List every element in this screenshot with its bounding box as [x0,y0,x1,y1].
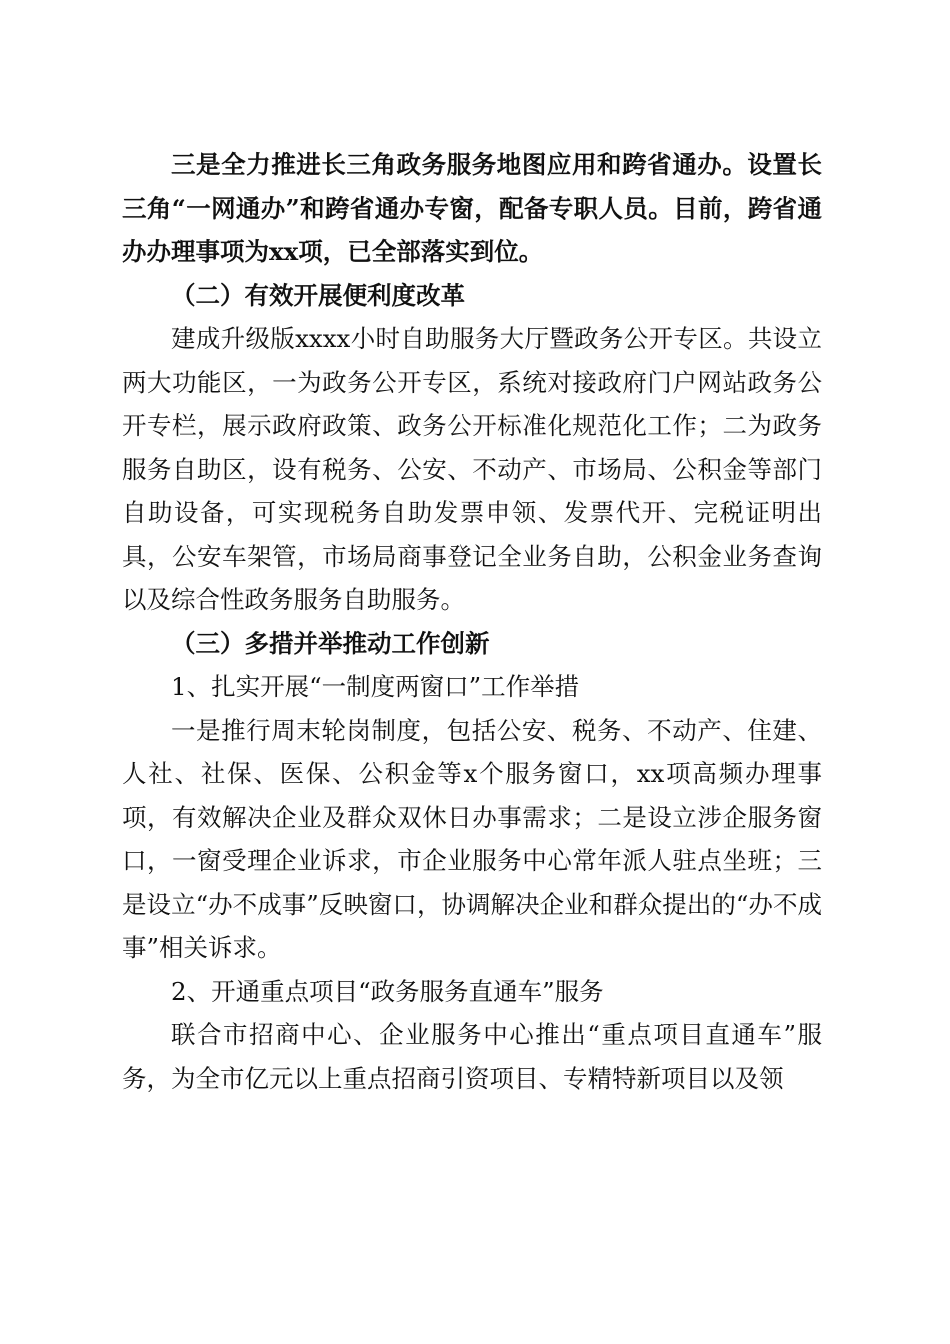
section-heading-3: （三）多措并举推动工作创新 [171,628,490,658]
paragraph-cross-province: 三是全力推进长三角政务服务地图应用和跨省通办。设置长三角“一网通办”和跨省通办专窗，配备专职人员。目前，跨省通办办理事项为xx项，已全部落实到位。 [122,150,822,266]
paragraph-self-service-hall: 建成升级版xxxx小时自助服务大厅暨政务公开专区。共设立两大功能区，一为政务公开专区，系统对接政府门户网站政务公开专栏，展示政府政策、政务公开标准化规范化工作；二为政务服务自助区，设有税务、公安、不动产、市场局、公积金等部门自助设备，可实现税务自助发票申领、发票代开、完税证明出具，公安车架管，市场局商事登记全业务自助，公积金业务查询以及综合性政务服务自助服务。 [122,324,822,614]
subheading-1: 1、扎实开展“一制度两窗口”工作举措 [171,672,580,701]
paragraph-key-projects: 联合市招商中心、企业服务中心推出“重点项目直通车”服务，为全市亿元以上重点招商引资项目、专精特新项目以及领 [122,1020,822,1093]
document-body [122,143,822,1100]
paragraph-weekend-rotation: 一是推行周末轮岗制度，包括公安、税务、不动产、住建、人社、社保、医保、公积金等x个服务窗口，xx项高频办理事项，有效解决企业及群众双休日办事需求；二是设立涉企服务窗口，一窗受理企业诉求，市企业服务中心常年派人驻点坐班；三是设立“办不成事”反映窗口，协调解决企业和群众提出的“办不成事”相关诉求。 [122,715,822,962]
subheading-2: 2、开通重点项目“政务服务直通车”服务 [171,976,604,1006]
section-heading-2: （二）有效开展便利度改革 [171,280,465,310]
